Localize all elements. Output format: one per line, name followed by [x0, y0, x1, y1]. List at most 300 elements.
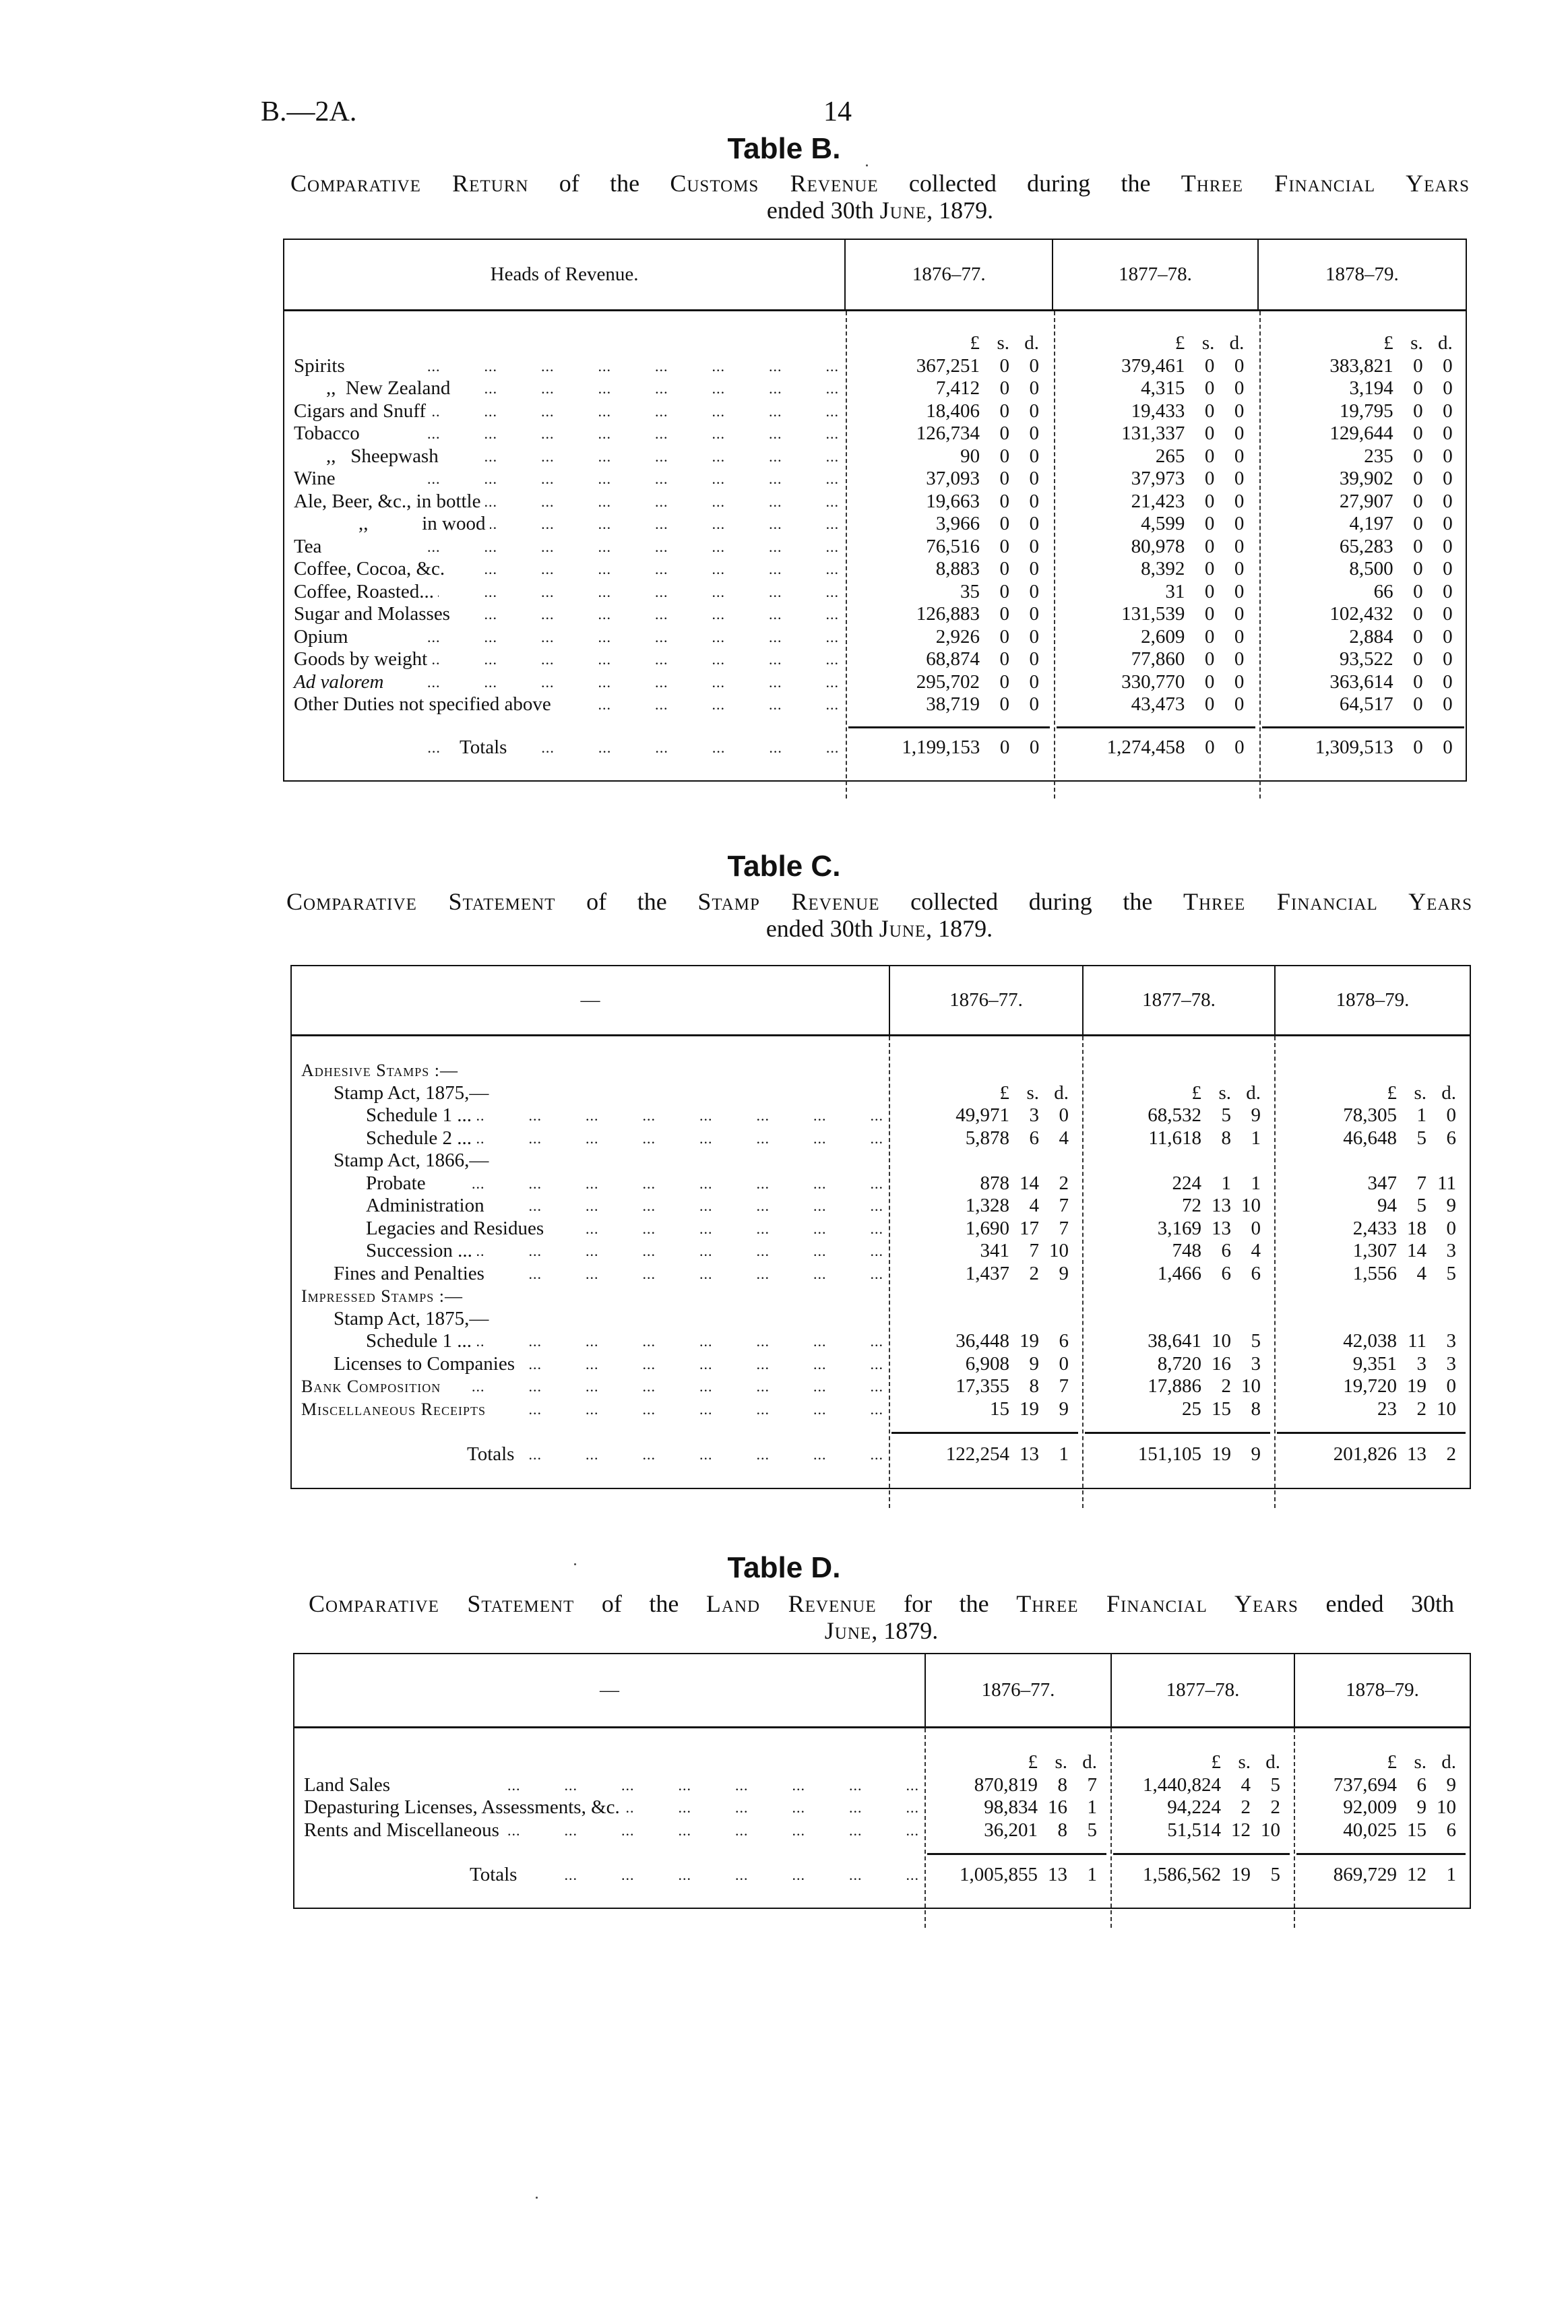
- shillings-value: 0: [1413, 580, 1423, 602]
- pounds-value: 92,009: [1343, 1796, 1397, 1818]
- pence-value: 10: [1437, 1397, 1456, 1420]
- pence-value: 10: [1261, 1819, 1280, 1841]
- table-row: [292, 1285, 1470, 1308]
- money-cell: [1274, 1263, 1470, 1286]
- table-row: [292, 1172, 1470, 1195]
- pence-value: 0: [1059, 1104, 1069, 1126]
- shillings-value: 8: [1221, 1127, 1231, 1149]
- pence-value: 0: [1443, 400, 1453, 422]
- pounds-value: 2,609: [1141, 625, 1185, 648]
- money-cell: [844, 581, 1052, 604]
- money-cell: [1110, 1796, 1294, 1819]
- money-cell: [924, 1751, 1110, 1774]
- pounds-value: 4,315: [1141, 377, 1185, 399]
- money-cell: [1082, 1172, 1274, 1195]
- pence-value: 0: [1234, 670, 1245, 693]
- pounds-value: 6,908: [965, 1352, 1009, 1375]
- shillings-value: 4: [1416, 1262, 1426, 1284]
- row-label: [284, 603, 844, 626]
- pounds-value: 330,770: [1121, 670, 1185, 693]
- table-body: [284, 311, 1466, 798]
- shillings-value: 0: [1413, 490, 1423, 512]
- shillings-value: 6: [1221, 1262, 1231, 1284]
- shillings-value: 0: [1413, 445, 1423, 467]
- pounds-value: 37,973: [1131, 468, 1185, 489]
- totals-rule: [1262, 726, 1464, 728]
- money-cell: [1274, 1353, 1470, 1376]
- shillings-value: 0: [1204, 400, 1215, 422]
- pounds-value: 748: [1172, 1240, 1201, 1261]
- pence-value: 2: [1270, 1796, 1280, 1818]
- table-header: [292, 966, 1470, 1036]
- pounds-unit: £: [1387, 1081, 1397, 1104]
- table-c-subtitle: [286, 888, 1472, 942]
- shillings-value: 19: [1407, 1375, 1426, 1397]
- pounds-unit: £: [1174, 332, 1185, 354]
- pence-value: 0: [1443, 445, 1453, 467]
- pence-value: 7: [1059, 1217, 1069, 1239]
- money-cell: [889, 1263, 1082, 1286]
- subtitle-text: Land Revenue: [705, 1590, 877, 1617]
- page-reference: B.—2A.: [261, 96, 357, 127]
- shillings-value: 0: [999, 648, 1010, 670]
- pounds-total: 151,105: [1137, 1443, 1201, 1465]
- row-label-text: Spirits: [294, 355, 349, 377]
- pence-unit: d.: [1229, 332, 1245, 354]
- money-cell: [1052, 693, 1257, 716]
- money-cell: [889, 1375, 1082, 1398]
- money-cell: [844, 648, 1052, 671]
- row-label: [284, 671, 844, 694]
- money-cell: [889, 1104, 1082, 1127]
- shillings-value: 0: [1204, 670, 1215, 693]
- pounds-value: 40,025: [1343, 1819, 1397, 1841]
- money-cell: [844, 736, 1052, 759]
- row-label-text: Adhesive Stamps :—: [301, 1061, 462, 1080]
- pounds-value: 21,423: [1131, 490, 1185, 512]
- totals-rule: [1057, 726, 1255, 728]
- money-cell: [1082, 1330, 1274, 1353]
- shillings-value: 0: [1413, 513, 1423, 534]
- pounds-value: 17,886: [1148, 1375, 1201, 1397]
- subtitle-text: collected during the: [879, 888, 1184, 915]
- row-label-text: Schedule 1 ...: [366, 1104, 476, 1126]
- shillings-value: 0: [999, 377, 1010, 399]
- pounds-unit: £: [999, 1081, 1009, 1104]
- ink-speck: [866, 164, 868, 166]
- table-row: [292, 1263, 1470, 1286]
- money-cell: [844, 491, 1052, 513]
- subtitle-line: [309, 1590, 1454, 1617]
- row-label-text: Schedule 2 ...: [366, 1127, 476, 1149]
- row-label-text: Stamp Act, 1875,—: [334, 1308, 493, 1329]
- pounds-value: 39,902: [1339, 468, 1393, 489]
- table-row: [292, 1150, 1470, 1172]
- pence-value: 0: [1234, 603, 1245, 625]
- pence-value: 6: [1251, 1262, 1261, 1284]
- pounds-value: 9,351: [1352, 1352, 1397, 1375]
- money-cell: [1257, 377, 1466, 400]
- money-cell: [1257, 581, 1466, 604]
- money-cell: [844, 355, 1052, 378]
- shillings-value: 1: [1221, 1172, 1231, 1194]
- money-cell: [844, 603, 1052, 626]
- row-label-text: Legacies and Residues: [366, 1218, 548, 1239]
- pence-value: 4: [1059, 1127, 1069, 1149]
- pence-total: 1: [1059, 1443, 1069, 1465]
- pounds-value: 43,473: [1131, 693, 1185, 715]
- subtitle-line: [286, 915, 1472, 942]
- shillings-unit: s.: [1055, 1751, 1067, 1773]
- pounds-value: 131,337: [1121, 422, 1185, 444]
- pence-value: 5: [1270, 1773, 1280, 1796]
- row-label: [284, 558, 844, 581]
- pounds-unit: £: [1211, 1751, 1221, 1773]
- pence-value: 4: [1251, 1240, 1261, 1261]
- table-row: [294, 1819, 1470, 1842]
- shillings-value: 0: [999, 490, 1010, 512]
- money-cell: [1257, 648, 1466, 671]
- shillings-value: 14: [1407, 1240, 1426, 1261]
- pounds-value: 38,719: [926, 693, 980, 715]
- money-cell: [1082, 1443, 1274, 1466]
- subtitle-text: ended 30th: [1298, 1590, 1454, 1617]
- subtitle-line: [290, 197, 1470, 224]
- pence-value: 0: [1029, 354, 1040, 377]
- row-label: [292, 1398, 889, 1421]
- pounds-value: 19,663: [926, 490, 980, 512]
- table-row: [284, 400, 1466, 423]
- pounds-value: 1,440,824: [1143, 1773, 1221, 1796]
- pence-value: 3: [1446, 1330, 1456, 1352]
- money-cell: [1052, 536, 1257, 559]
- money-cell: [1082, 1375, 1274, 1398]
- money-cell: [889, 1127, 1082, 1150]
- shillings-value: 4: [1241, 1773, 1251, 1796]
- shillings-value: 2: [1221, 1375, 1231, 1397]
- pence-value: 0: [1029, 377, 1040, 399]
- pence-value: 0: [1443, 354, 1453, 377]
- pounds-value: 68,532: [1148, 1104, 1201, 1126]
- pounds-value: 4,197: [1349, 513, 1393, 534]
- pence-total: 2: [1446, 1443, 1456, 1465]
- pounds-value: 64,517: [1339, 693, 1393, 715]
- column-header-year: 1878–79.: [1274, 966, 1470, 1034]
- pence-value: 5: [1446, 1262, 1456, 1284]
- shillings-value: 0: [999, 603, 1010, 625]
- money-cell: [1052, 491, 1257, 513]
- pence-value: 0: [1234, 354, 1245, 377]
- pounds-value: 49,971: [955, 1104, 1009, 1126]
- pounds-value: 737,694: [1333, 1773, 1397, 1796]
- pence-value: 1: [1087, 1796, 1097, 1818]
- pounds-value: 8,720: [1157, 1352, 1201, 1375]
- pounds-unit: £: [1028, 1751, 1038, 1773]
- pounds-unit: £: [1191, 1081, 1201, 1104]
- shillings-value: 3: [1029, 1104, 1039, 1126]
- pence-unit: d.: [1441, 1751, 1456, 1773]
- table-d: [293, 1653, 1471, 1909]
- row-label-text: Succession ...: [366, 1240, 476, 1261]
- row-label: [284, 693, 844, 716]
- money-cell: [1257, 445, 1466, 468]
- pence-value: 0: [1029, 400, 1040, 422]
- subtitle-text: Customs Revenue: [670, 170, 879, 197]
- pence-value: 0: [1029, 693, 1040, 715]
- units-row: [294, 1751, 1470, 1774]
- money-cell: [889, 1330, 1082, 1353]
- money-cell: [924, 1796, 1110, 1819]
- shillings-value: 0: [1413, 535, 1423, 557]
- pence-value: 0: [1234, 558, 1245, 579]
- money-cell: [889, 1195, 1082, 1218]
- table-row: [292, 1082, 1470, 1105]
- pounds-total: 1,309,513: [1315, 736, 1393, 758]
- units-row: [284, 332, 1466, 355]
- money-cell: [1257, 468, 1466, 491]
- shillings-value: 0: [1413, 558, 1423, 579]
- row-label: [292, 1150, 889, 1172]
- pence-value: 9: [1251, 1104, 1261, 1126]
- pence-unit: d.: [1246, 1081, 1261, 1104]
- shillings-unit: s.: [1218, 1081, 1231, 1104]
- subtitle-text: Comparative Statement: [309, 1590, 575, 1617]
- pence-total: 1: [1087, 1864, 1097, 1885]
- totals-rule: [1085, 1432, 1270, 1434]
- pence-value: 0: [1443, 422, 1453, 444]
- column-header-year: 1876–77.: [889, 966, 1082, 1034]
- pence-value: 0: [1029, 580, 1040, 602]
- shillings-value: 0: [999, 354, 1010, 377]
- pounds-value: 870,819: [974, 1773, 1038, 1796]
- money-cell: [844, 377, 1052, 400]
- row-label: [292, 1195, 889, 1218]
- pounds-value: 295,702: [916, 670, 980, 693]
- pence-value: 5: [1251, 1330, 1261, 1352]
- column-header-heads: Heads of Revenue.: [490, 263, 639, 285]
- shillings-unit: s.: [1238, 1751, 1251, 1773]
- pounds-value: 5,878: [965, 1127, 1009, 1149]
- pence-value: 0: [1443, 648, 1453, 670]
- subtitle-text: Three Financial Years: [1183, 888, 1472, 915]
- spacer: [292, 1420, 1470, 1443]
- row-label: [292, 1353, 889, 1376]
- money-cell: [924, 1864, 1110, 1887]
- pence-value: 0: [1443, 693, 1453, 715]
- subtitle-text: of the: [528, 170, 670, 197]
- row-label: [292, 1330, 889, 1353]
- money-cell: [1052, 513, 1257, 536]
- money-cell: [844, 400, 1052, 423]
- shillings-value: 0: [1204, 490, 1215, 512]
- pence-value: 9: [1446, 1773, 1456, 1796]
- money-cell: [1257, 332, 1466, 355]
- shillings-value: 5: [1221, 1104, 1231, 1126]
- pounds-unit: £: [1383, 332, 1393, 354]
- subtitle-line: [290, 170, 1470, 197]
- table-row: [292, 1330, 1470, 1353]
- pounds-value: 19,433: [1131, 400, 1185, 422]
- totals-label: [284, 736, 844, 759]
- money-cell: [1053, 736, 1257, 759]
- row-label-text: Cigars and Snuff: [294, 400, 430, 422]
- pence-value: 0: [1029, 603, 1040, 625]
- pence-value: 0: [1029, 513, 1040, 534]
- row-label-text: ,, in wood: [358, 513, 490, 534]
- money-cell: [1082, 1398, 1274, 1421]
- shillings-value: 8: [1057, 1819, 1067, 1841]
- money-cell: [1257, 513, 1466, 536]
- pounds-value: 51,514: [1167, 1819, 1221, 1841]
- ink-speck: [574, 1563, 576, 1565]
- shillings-total: 0: [1413, 736, 1423, 758]
- shillings-value: 0: [1204, 513, 1215, 534]
- pounds-value: 347: [1367, 1172, 1397, 1194]
- pence-value: 0: [1029, 422, 1040, 444]
- money-cell: [1082, 1353, 1274, 1376]
- shillings-value: 17: [1020, 1217, 1039, 1239]
- shillings-value: 0: [1413, 693, 1423, 715]
- shillings-value: 2: [1416, 1397, 1426, 1420]
- money-cell: [1052, 377, 1257, 400]
- pounds-value: 7,412: [935, 377, 980, 399]
- pounds-value: 383,821: [1329, 354, 1393, 377]
- ink-speck: [536, 2197, 538, 2199]
- pence-value: 0: [1029, 648, 1040, 670]
- money-cell: [1257, 536, 1466, 559]
- pounds-value: 2,926: [935, 625, 980, 648]
- pence-value: 0: [1234, 400, 1245, 422]
- money-cell: [844, 468, 1052, 491]
- pounds-value: 8,392: [1141, 558, 1185, 579]
- row-label-text: Schedule 1 ...: [366, 1330, 476, 1352]
- pence-value: 0: [1029, 445, 1040, 467]
- pence-value: 7: [1059, 1195, 1069, 1216]
- shillings-value: 0: [1413, 400, 1423, 422]
- money-cell: [1257, 671, 1466, 694]
- shillings-value: 8: [1029, 1375, 1039, 1397]
- row-label: [292, 1375, 889, 1398]
- shillings-value: 2: [1241, 1796, 1251, 1818]
- shillings-value: 0: [999, 445, 1010, 467]
- subtitle-text: Three Financial Years: [1181, 170, 1470, 197]
- pence-value: 7: [1059, 1375, 1069, 1397]
- spacer: [284, 716, 1466, 736]
- subtitle-text: collected during the: [878, 170, 1181, 197]
- shillings-value: 0: [1204, 535, 1215, 557]
- row-label: [284, 626, 844, 649]
- pence-value: 3: [1251, 1352, 1261, 1375]
- money-cell: [1274, 1104, 1470, 1127]
- table-header: [284, 240, 1466, 311]
- money-cell: [1052, 671, 1257, 694]
- money-cell: [1052, 468, 1257, 491]
- totals-row: [294, 1864, 1470, 1887]
- row-label: [284, 422, 844, 445]
- row-label-text: Sugar and Molasses: [294, 603, 454, 625]
- totals-label-text: Totals: [467, 1443, 518, 1465]
- pounds-value: 102,432: [1329, 603, 1393, 625]
- money-cell: [1052, 558, 1257, 581]
- money-cell: [1257, 626, 1466, 649]
- pounds-value: 235: [1364, 445, 1393, 467]
- row-label-text: Ad valorem: [294, 671, 387, 693]
- subtitle-text: Three Financial Years: [1016, 1590, 1298, 1617]
- subtitle-text: June: [879, 915, 927, 942]
- pence-value: 1: [1251, 1127, 1261, 1149]
- shillings-value: 0: [1413, 670, 1423, 693]
- shillings-value: 3: [1416, 1352, 1426, 1375]
- pence-value: 0: [1443, 558, 1453, 579]
- shillings-value: 0: [999, 468, 1010, 489]
- pounds-value: 77,860: [1131, 648, 1185, 670]
- row-label-text: Wine: [294, 468, 340, 489]
- pounds-unit: £: [1387, 1751, 1397, 1773]
- shillings-value: 13: [1212, 1217, 1231, 1239]
- pence-unit: d.: [1082, 1751, 1097, 1773]
- shillings-value: 5: [1416, 1127, 1426, 1149]
- pence-unit: d.: [1441, 1081, 1456, 1104]
- pence-value: 0: [1446, 1217, 1456, 1239]
- money-cell: [1052, 581, 1257, 604]
- shillings-value: 0: [1413, 422, 1423, 444]
- page-number: 14: [823, 96, 852, 127]
- money-cell: [1052, 332, 1257, 355]
- row-label-text: Goods by weight: [294, 648, 431, 670]
- shillings-unit: s.: [1410, 332, 1423, 354]
- money-cell: [1257, 736, 1466, 759]
- table-row: [292, 1104, 1470, 1127]
- pounds-value: 80,978: [1131, 535, 1185, 557]
- shillings-value: 13: [1212, 1195, 1231, 1216]
- money-cell: [1274, 1218, 1470, 1240]
- table-row: [284, 626, 1466, 649]
- pounds-total: 1,005,855: [960, 1864, 1038, 1885]
- money-cell: [924, 1774, 1110, 1797]
- row-label-text: Stamp Act, 1866,—: [334, 1150, 493, 1171]
- totals-label-text: Totals: [460, 736, 511, 758]
- row-label: [292, 1127, 889, 1150]
- subtitle-text: , 1879.: [871, 1617, 939, 1644]
- column-header-year: 1878–79.: [1294, 1654, 1470, 1726]
- shillings-value: 0: [999, 670, 1010, 693]
- money-cell: [1294, 1864, 1470, 1887]
- money-cell: [844, 671, 1052, 694]
- shillings-value: 16: [1048, 1796, 1067, 1818]
- shillings-total: 13: [1048, 1864, 1067, 1885]
- row-label: [284, 536, 844, 559]
- pence-value: 0: [1029, 670, 1040, 693]
- pence-value: 11: [1437, 1172, 1456, 1194]
- pence-value: 6: [1059, 1330, 1069, 1352]
- row-label: [294, 1819, 924, 1842]
- money-cell: [889, 1082, 1082, 1105]
- pence-value: 3: [1446, 1352, 1456, 1375]
- row-label-text: Coffee, Cocoa, &c.: [294, 558, 449, 579]
- pounds-value: 1,437: [965, 1262, 1009, 1284]
- pence-value: 7: [1087, 1773, 1097, 1796]
- shillings-value: 6: [1029, 1127, 1039, 1149]
- money-cell: [1082, 1195, 1274, 1218]
- pence-value: 0: [1234, 422, 1245, 444]
- shillings-value: 0: [1204, 354, 1215, 377]
- shillings-value: 0: [1204, 377, 1215, 399]
- pounds-value: 23: [1377, 1397, 1397, 1420]
- pounds-value: 19,795: [1339, 400, 1393, 422]
- row-label: [292, 1240, 889, 1263]
- subtitle-text: of the: [574, 1590, 706, 1617]
- money-cell: [1257, 693, 1466, 716]
